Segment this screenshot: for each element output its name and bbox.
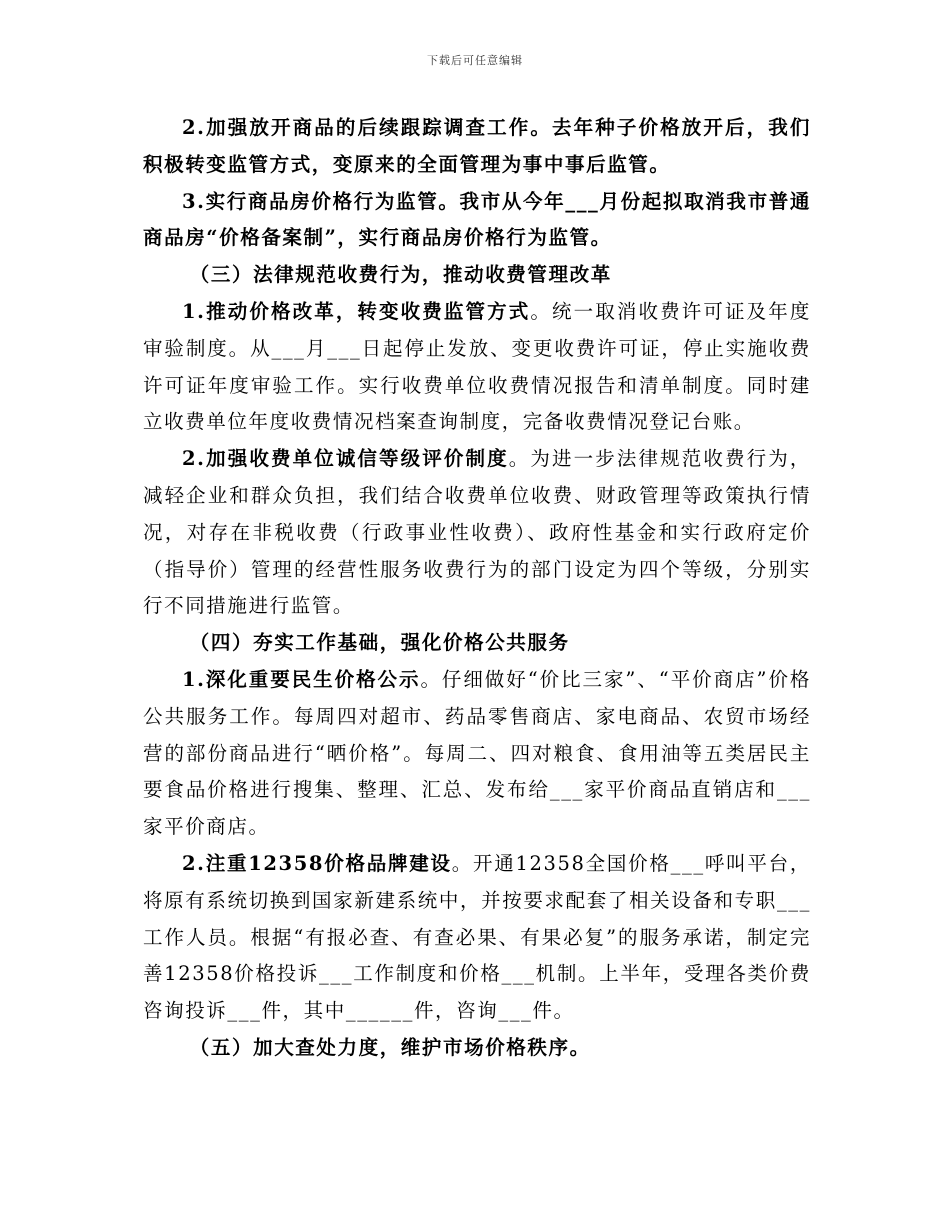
paragraph-text: 。开通12358全国价格___呼叫平台，将原有系统切换到国家新建系统中，并按要求配套了相关设备和专职___工作人员。根据“有报必查、有查必果、有果必复”的服务承诺，制定完善12358价格投诉___工作制度和价格___机制。上半年，受理各类价费咨询投诉___件，其中______件，咨询___件。 — [143, 851, 811, 1023]
paragraph-price-publicity — [143, 662, 811, 846]
paragraph-lead: 1.深化重要民生价格公示 — [182, 667, 421, 691]
paragraph-text: 。仔细做好“价比三家”、“平价商店”价格公共服务工作。每周四对超市、药品零售商店、家电商品、农贸市场经营的部份商品进行“晒价格”。每周二、四对粮食、食用油等五类居民主要食品价格进行搜集、整理、汇总、发布给___家平价商品直销店和___家平价商店。 — [143, 667, 811, 839]
document-body — [143, 110, 811, 1067]
paragraph-lead: 1.推动价格改革，转变收费监管方式 — [182, 299, 531, 323]
paragraph-fee-reform — [143, 294, 811, 441]
paragraph-text: 。统一取消收费许可证及年度审验制度。从___月___日起停止发放、变更收费许可证，停止实施收费许可证年度审验工作。实行收费单位收费情况报告和清单制度。同时建立收费单位年度收费情况档案查询制度，完备收费情况登记台账。 — [143, 299, 811, 434]
paragraph-lead: 3.实行商品房价格行为监管。我市从今年___月份起拟取消我市普通商品房“价格备案制”，实行商品房价格行为监管。 — [143, 189, 811, 250]
paragraph-credit-rating — [143, 441, 811, 625]
paragraph-text: 。为进一步法律规范收费行为，减轻企业和群众负担，我们结合收费单位收费、财政管理等政策执行情况，对存在非税收费（行政事业性收费）、政府性基金和实行政府定价（指导价）管理的经营性服务收费行为的部门设定为四个等级，分别实行不同措施进行监管。 — [143, 447, 811, 618]
paragraph-follow-up-tracking — [143, 110, 811, 184]
page-header-note: 下载后可任意编辑 — [427, 54, 523, 67]
section-heading-3: （三）法律规范收费行为，推动收费管理改革 — [189, 263, 612, 287]
paragraph-lead: 2.注重12358价格品牌建设 — [182, 851, 452, 875]
paragraph-housing-price-supervision — [143, 184, 811, 258]
section-heading-5: （五）加大查处力度，维护市场价格秩序。 — [189, 1035, 591, 1059]
section-heading-4: （四）夯实工作基础，强化价格公共服务 — [189, 631, 570, 655]
paragraph-lead: 2.加强收费单位诚信等级评价制度 — [182, 447, 509, 471]
paragraph-12358-brand — [143, 846, 811, 1030]
paragraph-lead: 2.加强放开商品的后续跟踪调查工作。去年种子价格放开后，我们积极转变监管方式，变原来的全面管理为事中事后监管。 — [143, 116, 811, 176]
